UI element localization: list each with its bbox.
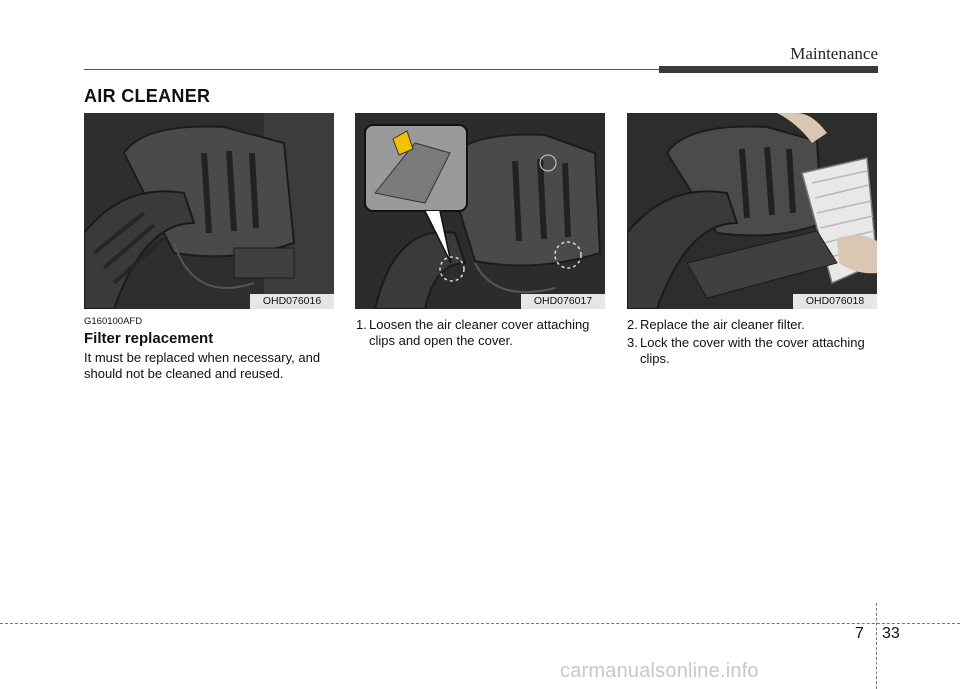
step-item [627, 317, 883, 333]
step-text: Loosen the air cleaner cover attaching clips and open the cover. [369, 317, 590, 348]
step-item [356, 317, 608, 349]
page-number: 33 [882, 625, 900, 642]
engine-photo-2 [355, 113, 605, 309]
watermark: carmanualsonline.info [560, 660, 759, 682]
step-number: 2. [627, 317, 638, 332]
step-text: Replace the air cleaner filter. [640, 317, 805, 332]
air-cleaner-illustration [84, 113, 334, 309]
intro-paragraph: It must be replaced when necessary, and should not be cleaned and reused. [84, 350, 321, 381]
subheading: Filter replacement [84, 330, 214, 347]
engine-photo-3 [627, 113, 877, 309]
step-text: Lock the cover with the cover attaching clips. [640, 335, 865, 366]
header-bar [659, 66, 878, 73]
step-number: 1. [356, 317, 367, 332]
header-rule [84, 69, 659, 70]
footer-rule [0, 623, 960, 624]
step-item [627, 335, 883, 367]
filter-replacement-illustration [627, 113, 877, 309]
engine-photo-1 [84, 113, 334, 309]
chapter-number: 7 [855, 625, 864, 642]
step-number: 3. [627, 335, 638, 350]
photo-label: OHD076017 [521, 294, 605, 309]
right-steps [627, 317, 883, 367]
air-cleaner-clip-illustration [355, 113, 605, 309]
document-code: G160100AFD [84, 316, 143, 327]
photo-label: OHD076016 [250, 294, 334, 309]
section-header: Maintenance [790, 44, 878, 63]
footer-divider [876, 603, 877, 689]
page-title: AIR CLEANER [84, 86, 211, 106]
middle-steps [356, 317, 608, 349]
photo-label: OHD076018 [793, 294, 877, 309]
